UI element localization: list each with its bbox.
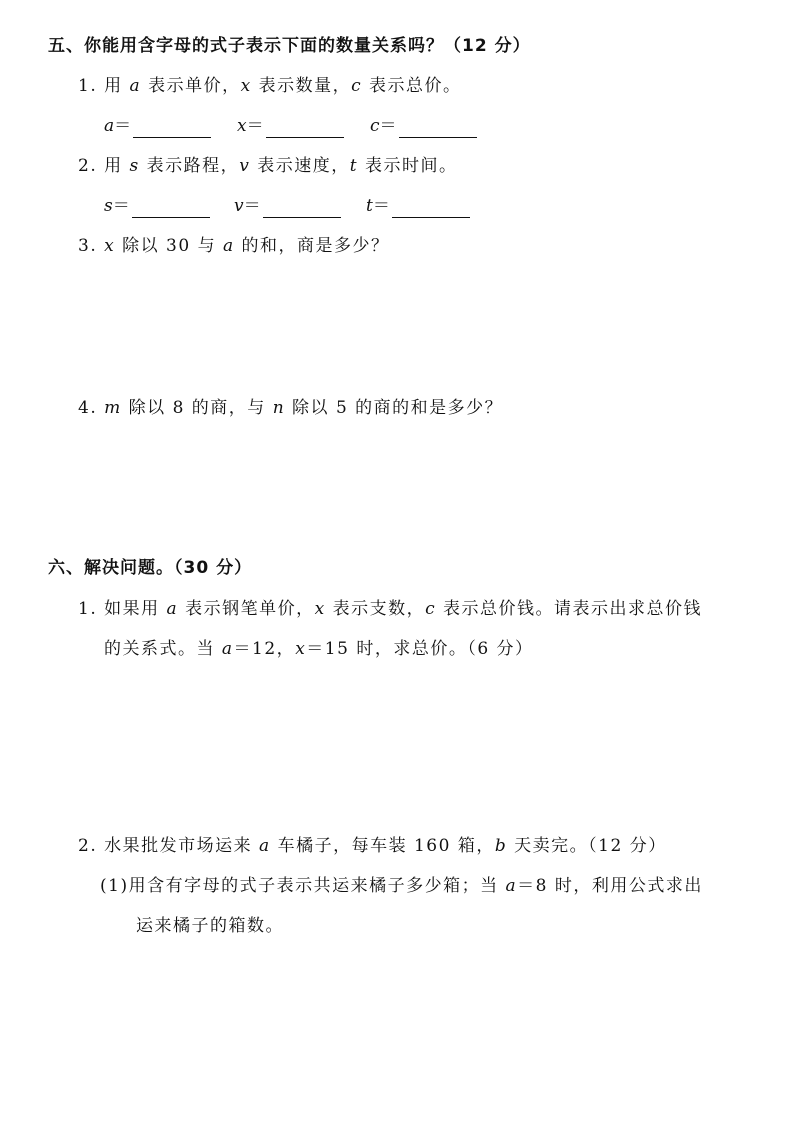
answer-blank-c[interactable]: c＝ (370, 114, 477, 138)
question-5-2 (78, 154, 457, 178)
sub-question-number: (1) (100, 876, 129, 896)
answer-blank-t[interactable]: t＝ (366, 194, 470, 218)
answer-blank-v[interactable]: v＝ (234, 194, 341, 218)
question-text: 水果批发市场运来 a 车橘子，每车装 160 箱，b 天卖完。（12 分） (104, 836, 667, 856)
question-text: m 除以 8 的商，与 n 除以 5 的商的和是多少？ (104, 398, 504, 418)
answer-blank-x[interactable]: x＝ (237, 114, 344, 138)
question-text: 用 s 表示路程，v 表示速度，t 表示时间。 (104, 156, 458, 176)
question-number: 1. (78, 599, 98, 619)
question-number: 2. (78, 836, 98, 856)
question-6-2 (78, 834, 667, 858)
answer-blank-s[interactable]: s＝ (104, 194, 210, 218)
question-5-3 (78, 234, 390, 258)
answer-row-5-1 (104, 114, 524, 138)
question-text: 用 a 表示单价，x 表示数量，c 表示总价。 (104, 76, 462, 96)
section-6-title: 六、解决问题。（30 分） (48, 558, 253, 578)
question-number: 3. (78, 236, 98, 256)
sub-question-text: 用含有字母的式子表示共运来橘子多少箱；当 a＝8 时，利用公式求出 (128, 876, 703, 896)
question-number: 2. (78, 156, 98, 176)
question-5-1 (78, 74, 462, 98)
question-number: 1. (78, 76, 98, 96)
question-text: 如果用 a 表示钢笔单价，x 表示支数，c 表示总价钱。请表示出求总价钱 (104, 599, 703, 619)
question-6-2-1-line-1 (100, 874, 703, 898)
question-6-2-1-line-2: 运来橘子的箱数。 (136, 916, 284, 936)
question-6-1-line-2: 的关系式。当 a＝12，x＝15 时，求总价。（6 分） (104, 639, 534, 659)
answer-blank-a[interactable]: a＝ (104, 114, 211, 138)
section-5-title: 五、你能用含字母的式子表示下面的数量关系吗？（12 分） (48, 36, 531, 56)
answer-row-5-2 (104, 194, 524, 218)
question-6-1-line-1 (78, 597, 702, 621)
question-text: x 除以 30 与 a 的和，商是多少？ (104, 236, 390, 256)
question-number: 4. (78, 398, 98, 418)
question-5-4 (78, 396, 503, 420)
